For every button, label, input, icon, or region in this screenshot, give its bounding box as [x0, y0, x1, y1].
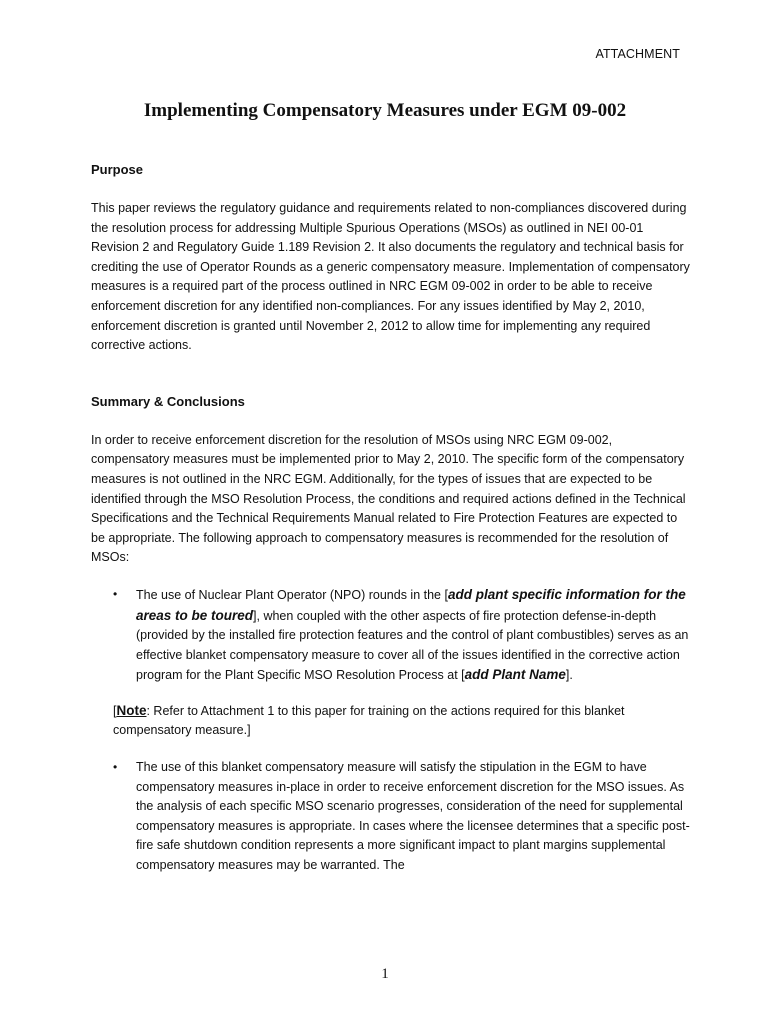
- list-item: [91, 585, 691, 686]
- note-text: : Refer to Attachment 1 to this paper for training on the actions required for this blanket compensatory measure.]: [113, 703, 625, 738]
- page-number: 1: [381, 966, 389, 982]
- document-body: [91, 160, 691, 876]
- bullet-text: The use of this blanket compensatory measure will satisfy the stipulation in the EGM to have compensatory measures in-place in order to receive enforcement discretion for the MSO issues. As the analysis of each specific MSO scenario progresses, consideration of the need for supplemental compensatory measures is appropriate. In cases where the licensee determines that a specific post-fire safe shutdown condition represents a more significant impact to plant margins supplemental compensatory measures may be warranted. The: [136, 760, 690, 873]
- placeholder-text: add plant specific information for the areas to be toured: [136, 586, 686, 623]
- summary-heading: Summary & Conclusions: [91, 393, 245, 409]
- summary-paragraph: In order to receive enforcement discretion for the resolution of MSOs using NRC EGM 09-002, compensatory measures must be implemented prior to May 2, 2010. The specific form of the compensatory measures is not outlined in the NRC EGM. Additionally, for the types of issues that are expected to be identified through the MSO Resolution Process, the conditions and required actions defined in the Technical Specifications and the Technical Requirements Manual related to Fire Protection Features are expected to be appropriate. The following approach to compensatory measures is recommended for the resolution of MSOs:: [91, 432, 686, 565]
- placeholder-text: add Plant Name: [464, 667, 566, 683]
- bullet-icon: •: [113, 760, 118, 775]
- attachment-label: ATTACHMENT: [595, 47, 680, 61]
- bullet-text: ], when coupled with the other aspects of fire protection defense-in-depth (provided by the installed fire protection features and the control of plant combustibles) serves as an effective blanket compensatory measure to cover all of the issues identified in the corrective action program for the Plant Specific MSO Resolution Process at [: [136, 608, 689, 683]
- list-item: [91, 758, 691, 876]
- recommendation-list: [91, 585, 691, 686]
- bullet-text: The use of Nuclear Plant Operator (NPO) rounds in the [: [136, 587, 448, 602]
- purpose-paragraph: This paper reviews the regulatory guidance and requirements related to non-compliances discovered during the resolution process for addressing Multiple Spurious Operations (MSOs) as outlined in NEI 00-01 Revision 2 and Regulatory Guide 1.189 Revision 2. It also documents the regulatory and technical basis for crediting the use of Operator Rounds as a generic compensatory measure. Implementation of compensatory measures is a required part of the process outlined in NRC EGM 09-002 in order to be able to receive enforcement discretion for any identified non-compliances. For any issues identified by May 2, 2010, enforcement discretion is granted until November 2, 2012 to allow time for implementing any required corrective actions.: [91, 201, 690, 353]
- note-label: Note: [116, 702, 147, 718]
- bullet-icon: •: [113, 586, 118, 601]
- note-block: [113, 701, 691, 741]
- document-title: Implementing Compensatory Measures under EGM 09-002: [143, 100, 627, 121]
- purpose-heading: Purpose: [91, 162, 144, 177]
- note-bracket: [: [113, 703, 117, 718]
- recommendation-list-continued: [91, 758, 691, 876]
- bullet-text: ].: [565, 668, 573, 683]
